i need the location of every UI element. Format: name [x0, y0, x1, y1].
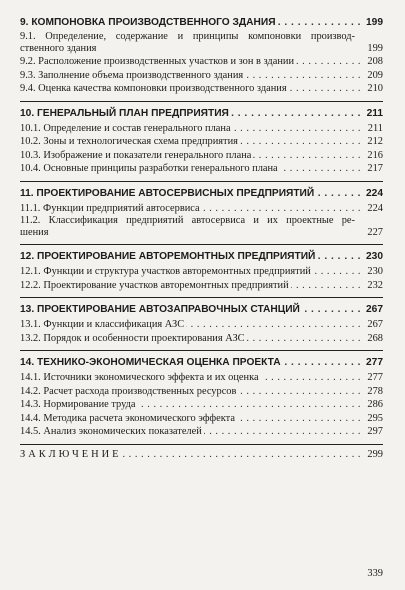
entry-page: 227 [367, 227, 383, 238]
entry-title-line2: шения [20, 227, 49, 238]
toc-entry [20, 398, 383, 412]
entry-title: 9.2. Расположение производственных участков и зон в здании [20, 56, 295, 67]
table-of-contents [20, 14, 383, 461]
entry-title: 10.1. Определение и состав генерального плана [20, 122, 231, 134]
chapter-title: 13. ПРОЕКТИРОВАНИЕ АВТОЗАПРАВОЧНЫХ СТАНЦИЙ [20, 301, 302, 318]
toc-entry [20, 202, 383, 216]
entry-title: 9.3. Заполнение объема производственного здания [20, 69, 244, 81]
section-divider [20, 181, 383, 182]
chapter-title: 14. ТЕХНИКО-ЭКОНОМИЧЕСКАЯ ОЦЕНКА ПРОЕКТА [20, 354, 283, 371]
entry-title: 14.4. Методика расчета экономического эффекта [20, 412, 235, 424]
chapter-heading [20, 248, 383, 265]
toc-entry [20, 265, 383, 279]
toc-entry [20, 318, 383, 332]
entry-page: 297 [367, 426, 383, 437]
toc-section [20, 105, 383, 176]
entry-title: 12.2. Проектирование участков авторемонтных предприятий [20, 279, 289, 291]
entry-title: 14.3. Нормирование труда [20, 399, 136, 410]
toc-entry [20, 412, 383, 426]
toc-entry [20, 149, 383, 163]
toc-entry [20, 332, 383, 346]
conclusion-entry [20, 448, 383, 462]
chapter-page: 211 [365, 105, 383, 122]
toc-section [20, 301, 383, 345]
entry-page: 199 [367, 43, 383, 54]
section-divider [20, 244, 383, 245]
entry-title: 10.4. Основные принципы разработки генерального плана [20, 163, 278, 174]
entry-title: 14.2. Расчет расхода производственных ресурсов [20, 385, 237, 397]
chapter-page: 199 [364, 14, 383, 31]
chapter-heading [20, 14, 383, 31]
entry-title: 10.3. Изображение и показатели генерального плана [20, 149, 252, 161]
section-divider [20, 101, 383, 102]
chapter-heading [20, 301, 383, 318]
entry-title: 10.2. Зоны и технологическая схема предприятия [20, 136, 238, 147]
entry-title-line2: ственного здания [20, 43, 97, 54]
section-divider [20, 297, 383, 298]
toc-section [20, 14, 383, 96]
entry-page: 277 [367, 372, 383, 383]
entry-title: 13.1. Функции и классификация АЗС [20, 319, 185, 330]
chapter-heading [20, 185, 383, 202]
toc-entry [20, 31, 383, 55]
chapter-page: 230 [364, 248, 383, 265]
chapter-title: 12. ПРОЕКТИРОВАНИЕ АВТОРЕМОНТНЫХ ПРЕДПРИЯТИЙ [20, 248, 317, 265]
section-divider [20, 350, 383, 351]
entry-title: 9.4. Оценка качества компоновки производственного здания [20, 83, 287, 94]
toc-entry [20, 69, 383, 83]
conclusion-title: ЗАКЛЮЧЕНИЕ [20, 448, 122, 460]
toc-section [20, 185, 383, 240]
entry-title: 12.1. Функции и структура участков авторемонтных предприятий [20, 266, 311, 277]
entry-page: 295 [367, 412, 383, 424]
entry-page: 216 [367, 149, 383, 161]
entry-title-line1: 9.1. Определение, содержание и принципы компоновки производ- [20, 31, 355, 42]
chapter-heading [20, 354, 383, 371]
toc-entry [20, 215, 383, 239]
chapter-title: 10. ГЕНЕРАЛЬНЫЙ ПЛАН ПРЕДПРИЯТИЯ [20, 105, 231, 122]
entry-page: 286 [367, 399, 383, 410]
entry-title-line1: 11.2. Классификация предприятий автосервиса и их проектные ре- [20, 215, 355, 226]
toc-entry [20, 55, 383, 69]
toc-entry [20, 279, 383, 293]
entry-page: 210 [367, 83, 383, 94]
toc-entry [20, 371, 383, 385]
entry-page: 267 [367, 319, 383, 330]
chapter-page: 277 [364, 354, 383, 371]
toc-entry [20, 135, 383, 149]
entry-page: 232 [367, 279, 383, 291]
entry-page: 230 [367, 266, 383, 277]
entry-page: 212 [367, 136, 383, 147]
toc-entry [20, 122, 383, 136]
entry-page: 268 [367, 332, 383, 344]
entry-page: 217 [367, 163, 383, 174]
entry-page: 211 [367, 122, 383, 134]
toc-entry [20, 425, 383, 439]
entry-page: 224 [367, 202, 383, 214]
chapter-title: 9. КОМПОНОВКА ПРОИЗВОДСТВЕННОГО ЗДАНИЯ [20, 14, 278, 31]
entry-title: 13.2. Порядок и особенности проектирования АЗС [20, 332, 245, 344]
entry-page: 209 [367, 69, 383, 81]
toc-entry [20, 385, 383, 399]
chapter-page: 224 [364, 185, 383, 202]
section-divider [20, 444, 383, 445]
entry-page: 278 [367, 385, 383, 397]
toc-section [20, 248, 383, 292]
toc-section [20, 354, 383, 439]
entry-title: 11.1. Функции предприятий автосервиса [20, 202, 200, 214]
toc-entry [20, 162, 383, 176]
chapter-heading [20, 105, 383, 122]
chapter-page: 267 [364, 301, 383, 318]
entry-page: 208 [367, 56, 383, 67]
page-number: 339 [367, 568, 383, 579]
conclusion-page: 299 [367, 448, 383, 460]
toc-entry [20, 82, 383, 96]
chapter-title: 11. ПРОЕКТИРОВАНИЕ АВТОСЕРВИСНЫХ ПРЕДПРИЯТИЙ [20, 185, 316, 202]
entry-title: 14.1. Источники экономического эффекта и их оценка [20, 372, 259, 383]
entry-title: 14.5. Анализ экономических показателей [20, 426, 202, 437]
